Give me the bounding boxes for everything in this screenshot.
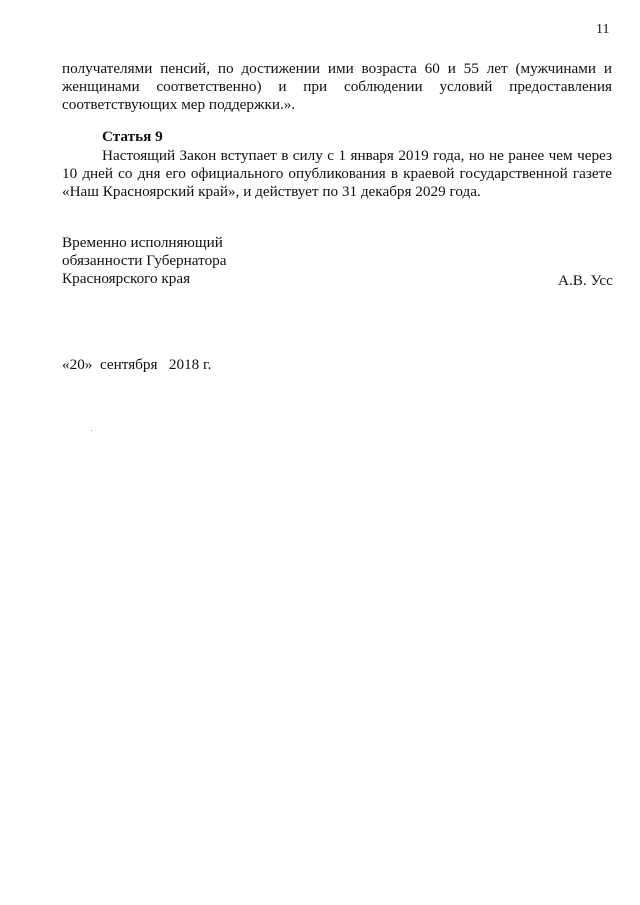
signatory-title-line: Красноярского края [62, 270, 191, 287]
text-line: женщинами соответственно) и при соблюдении условий предоставления [62, 78, 612, 95]
text-line: соответствующих мер поддержки.». [62, 96, 296, 113]
scan-speck [91, 430, 92, 431]
text-line: 10 дней со дня его официального опубликования в краевой государственной газете [62, 165, 612, 182]
text-line: получателями пенсий, по достижении ими возраста 60 и 55 лет (мужчинами и [62, 60, 612, 77]
text-line: «Наш Красноярский край», и действует по 31 декабря 2029 года. [62, 183, 481, 200]
article-body [62, 147, 612, 201]
signatory-title-line: Временно исполняющий [62, 234, 223, 251]
signatory-title [62, 234, 227, 288]
page-number: 11 [596, 22, 610, 37]
signatory-name: А.В. Усс [558, 272, 613, 289]
previous-article-continuation [62, 60, 612, 114]
signing-date: «20» сентября 2018 г. [62, 356, 212, 373]
signatory-title-line: обязанности Губернатора [62, 252, 227, 269]
text-line: Настоящий Закон вступает в силу с 1 января 2019 года, но не ранее чем через [102, 147, 612, 164]
article-heading: Статья 9 [102, 128, 163, 145]
